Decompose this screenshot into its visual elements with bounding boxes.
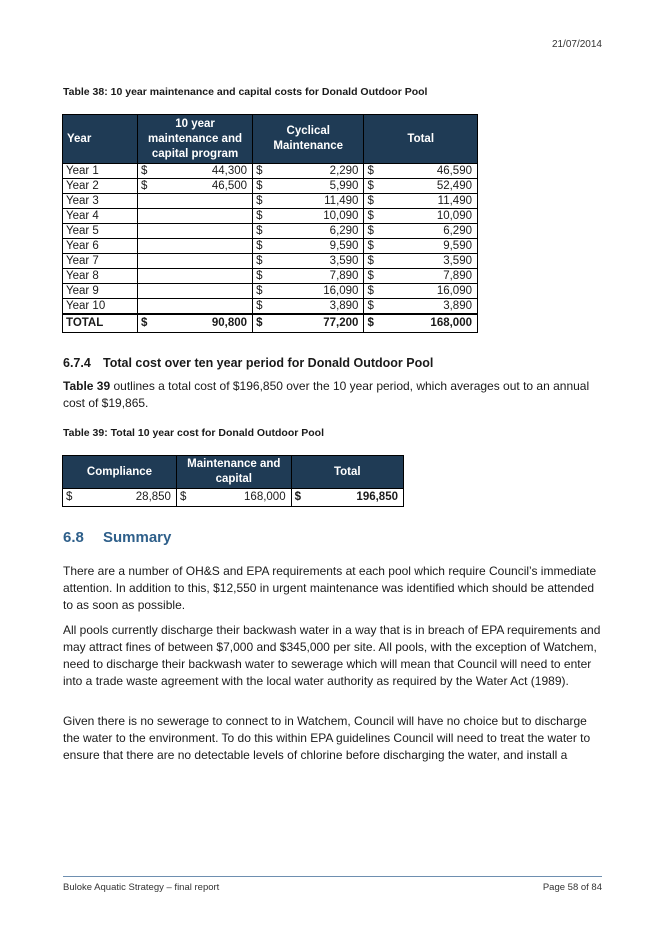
table-38-caption: Table 38: 10 year maintenance and capital costs for Donald Outdoor Pool — [63, 86, 428, 98]
capital-value: 44,300 — [151, 164, 253, 179]
currency-symbol: $ — [364, 179, 378, 194]
year-cell: Year 4 — [63, 209, 138, 224]
section-title: Summary — [103, 529, 172, 546]
cyclical-value: 77,200 — [266, 314, 364, 333]
column-header-cyclical: Cyclical Maintenance — [253, 115, 364, 164]
year-cell: Year 1 — [63, 164, 138, 179]
year-cell: Year 6 — [63, 239, 138, 254]
column-header-maintenance-capital: Maintenance and capital — [176, 456, 291, 489]
year-cell: Year 9 — [63, 284, 138, 299]
table-38 — [62, 114, 478, 333]
currency-symbol — [138, 254, 152, 269]
summary-paragraph-3: Given there is no sewerage to connect to in Watchem, Council will have no choice but to discharge the water to the environment. To do this within EPA guidelines Council will need to treat the water to ensure that there are no detectable levels of chlorine before discharging the water, and install a — [63, 714, 591, 762]
section-6-8-heading — [63, 529, 171, 546]
footer-report-title: Buloke Aquatic Strategy – final report — [63, 882, 220, 893]
currency-symbol: $ — [364, 194, 378, 209]
capital-value — [151, 269, 253, 284]
capital-value — [151, 254, 253, 269]
currency-symbol: $ — [253, 209, 267, 224]
table-row — [63, 179, 478, 194]
table-total-row — [63, 314, 478, 333]
total-value: 6,290 — [377, 224, 477, 239]
currency-symbol: $ — [253, 254, 267, 269]
section-6-7-4-paragraph — [63, 378, 603, 412]
year-cell: Year 2 — [63, 179, 138, 194]
currency-symbol: $ — [364, 269, 378, 284]
currency-symbol: $ — [253, 224, 267, 239]
capital-value: 90,800 — [151, 314, 253, 333]
currency-symbol — [138, 284, 152, 299]
column-header-year: Year — [63, 115, 138, 164]
capital-value: 46,500 — [151, 179, 253, 194]
capital-value — [151, 209, 253, 224]
paragraph-text: outlines a total cost of $196,850 over the 10 year period, which averages out to an annual cost of $19,865. — [63, 379, 590, 410]
table-row — [63, 239, 478, 254]
currency-symbol — [138, 269, 152, 284]
total-value: 168,000 — [377, 314, 477, 333]
cyclical-value: 16,090 — [266, 284, 364, 299]
total-value: 3,890 — [377, 299, 477, 315]
table-row — [63, 489, 404, 507]
maintenance-capital-value: 168,000 — [190, 489, 291, 507]
currency-symbol: $ — [364, 164, 378, 179]
year-cell: Year 5 — [63, 224, 138, 239]
footer-page-number: Page 58 of 84 — [542, 882, 602, 893]
currency-symbol: $ — [253, 284, 267, 299]
table-row — [63, 194, 478, 209]
table-39 — [62, 455, 404, 507]
capital-value — [151, 239, 253, 254]
currency-symbol: $ — [364, 209, 378, 224]
year-cell: Year 3 — [63, 194, 138, 209]
cyclical-value: 6,290 — [266, 224, 364, 239]
currency-symbol: $ — [253, 314, 267, 333]
currency-symbol — [138, 224, 152, 239]
cyclical-value: 7,890 — [266, 269, 364, 284]
cyclical-value: 5,990 — [266, 179, 364, 194]
currency-symbol: $ — [253, 269, 267, 284]
section-number: 6.8 — [63, 529, 84, 546]
currency-symbol: $ — [364, 254, 378, 269]
currency-symbol: $ — [291, 489, 305, 507]
cyclical-value: 9,590 — [266, 239, 364, 254]
total-value: 16,090 — [377, 284, 477, 299]
total-value: 46,590 — [377, 164, 477, 179]
currency-symbol: $ — [253, 299, 267, 315]
currency-symbol: $ — [364, 299, 378, 315]
column-header-total: Total — [364, 115, 478, 164]
table-39-caption: Table 39: Total 10 year cost for Donald Outdoor Pool — [63, 427, 324, 439]
capital-value — [151, 284, 253, 299]
currency-symbol — [138, 239, 152, 254]
section-title: Total cost over ten year period for Donald Outdoor Pool — [103, 356, 434, 370]
total-value: 196,850 — [305, 489, 404, 507]
table-row — [63, 284, 478, 299]
table-row — [63, 269, 478, 284]
total-value: 52,490 — [377, 179, 477, 194]
cyclical-value: 11,490 — [266, 194, 364, 209]
currency-symbol: $ — [176, 489, 190, 507]
currency-symbol: $ — [253, 179, 267, 194]
table-row — [63, 299, 478, 315]
total-value: 11,490 — [377, 194, 477, 209]
footer-divider — [63, 876, 602, 877]
section-number: 6.7.4 — [63, 356, 91, 370]
currency-symbol: $ — [253, 194, 267, 209]
page-date: 21/07/2014 — [551, 39, 602, 50]
summary-paragraph-2: All pools currently discharge their backwash water in a way that is in breach of EPA requirements and may attract fines of between $7,000 and $345,000 per site. All pools, with the exception of Watchem, need to discharge their backwash water to sewerage which will mean that Council will need to enter into a trade waste agreement with the local water authority as required by the Water Act (1989). — [63, 623, 601, 688]
currency-symbol: $ — [138, 314, 152, 333]
currency-symbol: $ — [364, 314, 378, 333]
section-6-7-4-heading — [63, 356, 433, 370]
total-value: 3,590 — [377, 254, 477, 269]
currency-symbol: $ — [364, 224, 378, 239]
currency-symbol — [138, 209, 152, 224]
currency-symbol: $ — [364, 284, 378, 299]
cyclical-value: 3,890 — [266, 299, 364, 315]
total-value: 9,590 — [377, 239, 477, 254]
currency-symbol: $ — [253, 239, 267, 254]
table-header-row — [63, 115, 478, 164]
table-row — [63, 209, 478, 224]
currency-symbol — [138, 194, 152, 209]
currency-symbol — [138, 299, 152, 315]
table-row — [63, 224, 478, 239]
total-value: 10,090 — [377, 209, 477, 224]
table-header-row — [63, 456, 404, 489]
cyclical-value: 3,590 — [266, 254, 364, 269]
year-cell: Year 10 — [63, 299, 138, 315]
summary-paragraph-1: There are a number of OH&S and EPA requirements at each pool which require Council’s immediate attention. In addition to this, $12,550 in urgent maintenance was identified which should be attended to as soon as possible. — [63, 564, 597, 612]
column-header-compliance: Compliance — [63, 456, 177, 489]
currency-symbol: $ — [138, 179, 152, 194]
capital-value — [151, 299, 253, 315]
compliance-value: 28,850 — [76, 489, 176, 507]
total-value: 7,890 — [377, 269, 477, 284]
currency-symbol: $ — [138, 164, 152, 179]
table-row — [63, 164, 478, 179]
currency-symbol: $ — [63, 489, 77, 507]
year-cell: Year 8 — [63, 269, 138, 284]
cyclical-value: 10,090 — [266, 209, 364, 224]
currency-symbol: $ — [364, 239, 378, 254]
cyclical-value: 2,290 — [266, 164, 364, 179]
column-header-total: Total — [291, 456, 403, 489]
capital-value — [151, 224, 253, 239]
year-cell: Year 7 — [63, 254, 138, 269]
table-reference: Table 39 — [63, 379, 111, 393]
capital-value — [151, 194, 253, 209]
column-header-capital: 10 year maintenance and capital program — [138, 115, 253, 164]
total-label: TOTAL — [63, 314, 138, 333]
currency-symbol: $ — [253, 164, 267, 179]
table-row — [63, 254, 478, 269]
